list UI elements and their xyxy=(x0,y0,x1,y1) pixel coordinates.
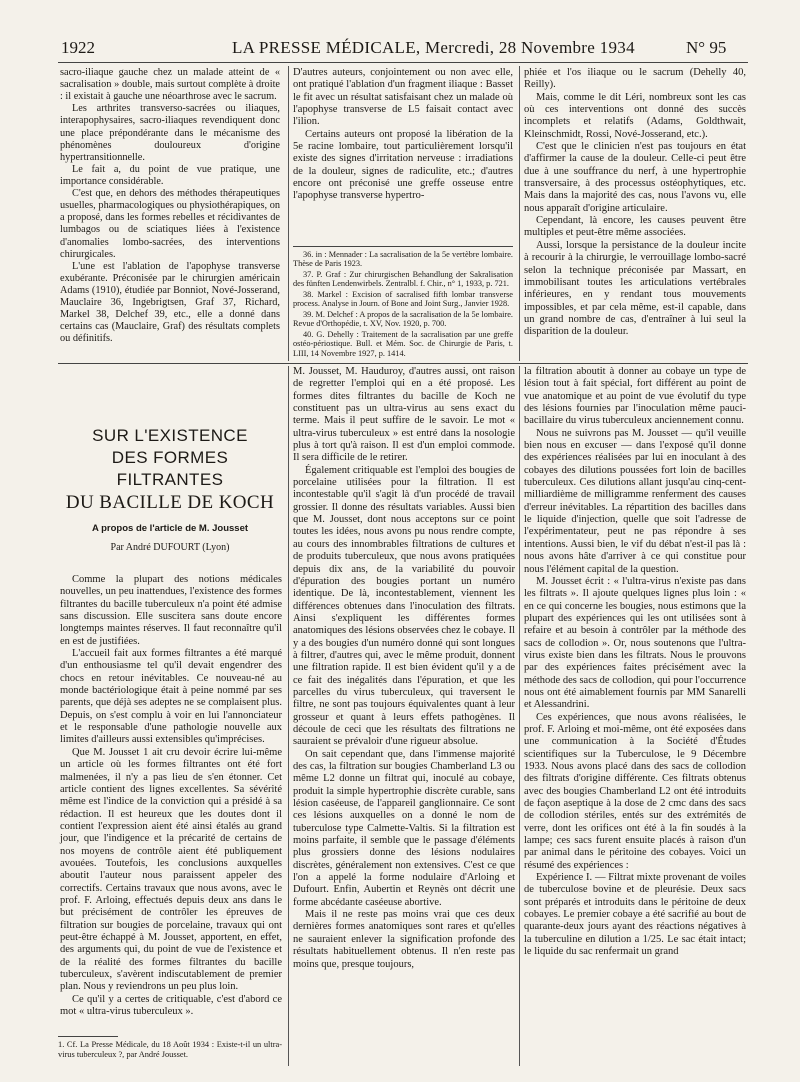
column-divider xyxy=(519,66,520,361)
top-column-2 xyxy=(293,67,513,203)
notes-rule xyxy=(293,246,513,247)
page-number: 1922 xyxy=(61,38,95,57)
note: 39. M. Delchef : A propos de la sacralisation de la 5e lombaire. Revue d'Orthopédie, t. XV, Nov. 1920, p. 700. xyxy=(293,309,513,329)
paragraph: Certains auteurs ont proposé la libération de la 5e racine lombaire, tout particulièrement lorsqu'il existe des signes d'irritation nerveuse : irradiations de la douleur, signes de radiculite, etc.; d'autres encore ont préconisé une greffe osseuse entre l'apophyse transverse hypertro- xyxy=(293,128,513,202)
article-heading xyxy=(58,425,282,553)
paragraph: Nous ne suivrons pas M. Jousset — qu'il veuille bien nous en excuser — dans l'exposé qu'il donne des expériences réalisées par lui en inoculant à des cobayes des dilutions poussées fort loin de bacilles tuberculeux. Ces dilutions allant jusqu'au cinq-cent-milliardième de milligramme renferment des causes d'erreur inévitables. La répartition des bacilles dans le liquide d'injection, quelle que soit l'adresse de l'expérimentateur, peut ne pas répondre à ses intentions. Aussi bien, le vif du débat n'est-il pas là : nous avons hâte d'arriver à ce qui constitue pour nous l'élément capital de la question. xyxy=(524,427,746,575)
journal-title: LA PRESSE MÉDICALE, Mercredi, 28 Novembre 1934 xyxy=(232,38,635,57)
paragraph: Que M. Jousset 1 ait cru devoir écrire lui-même un article où les formes filtrantes ont été fort malmenées, il n'y a pas lieu de s'en étonner. Cet article contient des lignes excellentes. Sa sévérité même est l'indice de la conviction qui a présidé à sa rédaction. Il est heureux que les doutes dont il contient l'expression aient été ainsi étalés au grand jour, que l'indigence et la précarité de certains de nos moyens de contrôle aient été publiquement avouées. Toutefois, les conclusions auxquelles aboutit l'auteur nous paraissent appeler des correctifs. Certains travaux que nous avons, avec le prof. F. Arloing, effectués depuis deux ans dans le but précisément de contrôler les épreuves de filtration sur bougies de porcelaine, travaux qui ont peut-être échappé à M. Jousset, apportent, en effet, des arguments qui, du point de vue de l'existence et de la réalité des formes filtrantes du bacille tuberculeux, s'avèrent indiscutablement de premier plan. Nous y reviendrons un peu plus loin. xyxy=(60,746,282,993)
paragraph: M. Jousset, M. Hauduroy, d'autres aussi, ont raison de regretter l'emploi qui en a été proposé. Les formes dites filtrantes du bacille de Koch ne constituent pas un ultra-virus au sens exact du terme. Mais il peut suffire de le savoir. Le mot « ultra-virus tuberculeux » est entré dans la nosologie plus à tort qu'à raison. Il est d'un emploi commode. Il sera difficile de le retirer. xyxy=(293,366,515,464)
paragraph: L'accueil fait aux formes filtrantes a été marqué d'un enthousiasme tel qu'il devait engendrer des chocs en retour inévitables. Ce nouveau-né au monde bactériologique était à peine nommé par ses parents, que déjà ses adeptes ne se complaisent plus. Depuis, on s'est complu à voir en lui l'annonciateur et le responsable d'une pathologie nouvelle aux limites d'ailleurs aussi extensibles qu'imprécises. xyxy=(60,648,282,746)
paragraph: Expérience I. — Filtrat mixte provenant de voiles de tuberculose bovine et de pleurésie. Deux sacs sont préparés et introduits dans le péritoine de deux cobayes. Le premier cobaye a été sacrifié au bout de quarante-deux jours ayant des réactions négatives à la tuberculine en dilution a 1/25. Le sac était intact; le liquide du sac renfermait un grand xyxy=(524,872,746,958)
top-notes xyxy=(293,250,513,359)
paragraph: Mais, comme le dit Léri, nombreux sont les cas où ces interventions ont donné des succès incomplets et relatifs (Adams, Goldthwait, Kleinschmidt, Rossi, Nové-Josserand, etc.). xyxy=(524,91,746,140)
note: 36. in : Mennader : La sacralisation de la 5e vertèbre lombaire. Thèse de Paris 1923. xyxy=(293,250,513,269)
top-column-1 xyxy=(60,67,280,346)
paragraph: la filtration aboutit à donner au cobaye un type de lésion tout à fait spécial, fort différent au point de vue anatomique et au point de vue évolutif du type des lésions fournies par l'inoculation même pauci-bacillaire du virus tuberculeux anciennement connu. xyxy=(524,366,746,427)
paragraph: Cependant, là encore, les causes peuvent être multiples et peut-être même associées. xyxy=(524,215,746,239)
section-rule xyxy=(58,363,748,364)
paragraph: Ces expériences, que nous avons réalisées, le prof. F. Arloing et moi-même, ont été exposées dans une communication à la Société d'Études scientifiques sur la Tuberculose, le 9 Décembre 1933. Nous avons placé dans des sacs de collodion des filtrats d'origine différente. Ces filtrats obtenus avec des bougies Chamberland L2 ont été introduits de façon aseptique à la dose de 2 cmc dans des sacs de collodion stériles, entés sur des extrémités de verre, dont les orifices ont été à la fin soudés à la lampe; ces sacs furent ensuite placés à raison d'un par animal dans le péritoine des cobayes. Voici un résumé des expériences : xyxy=(524,711,746,871)
article-byline: Par André DUFOURT (Lyon) xyxy=(110,542,230,553)
paragraph: Comme la plupart des notions médicales nouvelles, un peu inattendues, l'existence des formes filtrantes du bacille tuberculeux n'a point été admise sans discussion. Elle suscitera sans doute encore longtemps maintes réserves. Il faut reconnaître qu'il en est de justifiées. xyxy=(60,574,282,647)
paragraph: C'est que le clinicien n'est pas toujours en état d'affirmer la cause de la douleur. Celle-ci peut être due à une souffrance du nerf, à une hypertrophie transversaire, à des processus ostéophytiques, etc. Mais dans la majorité des cas, nous l'avons vu, elle nous apparaît d'origine articulaire. xyxy=(524,141,746,214)
article-title-line-1: SUR L'EXISTENCE xyxy=(92,426,248,445)
note: 37. P. Graf : Zur chirurgischen Behandlung der Sakralisation des fünften Lendenwirbels. Zentralbl. f. Chir., n° 1, 1933, p. 721. xyxy=(293,269,513,289)
paragraph: L'une est l'ablation de l'apophyse transverse exubérante. Préconisée par le chirurgien américain Adams (1910), étudiée par Bonniot, Nové-Josserand, Mauclaire 36, Ingebrigtsen, Graf 37, Richard, Markel 38, Delchef 39, etc., elle a donné dans certains cas (Mauclaire, Graf) des résultats complets ou définitifs. xyxy=(60,260,280,345)
note: 38. Markel : Excision of sacralised fifth lombar transverse process. Analyse in Journ. of Bone and Joint Surg., Janvier 1928. xyxy=(293,289,513,309)
top-column-3 xyxy=(524,67,746,339)
paragraph: phiée et l'os iliaque ou le sacrum (Dehelly 40, Reilly). xyxy=(524,67,746,91)
paragraph: On sait cependant que, dans l'immense majorité des cas, la filtration sur bougies Chamberland L3 ou même L2 donne un filtrat qui, inoculé au cobaye, produit la simple hypertrophie discrète curable, sans lésion caséeuse, de l'appareil ganglionnaire. Ce sont ces lésions auxquelles on a donné le nom de tuberculose type Calmette-Valtis. Si la filtration est moins parfaite, il semble que le passage d'éléments plus grossiers donne des lésions nodulaires discrètes, généralement non extensives. C'est ce que l'on a appelé la forme nodulaire d'Arloing et Dufourt. Enfin, Aubertin et Reynès ont décrit une forme abcédante caséeuse abortive. xyxy=(293,748,515,908)
article-footnote: 1. Cf. La Presse Médicale, du 18 Août 1934 : Existe-t-il un ultra-virus tuberculeux ?, par André Jousset. xyxy=(58,1040,282,1059)
paragraph: Le fait a, du point de vue pratique, une importance considérable. xyxy=(60,163,280,187)
page-header xyxy=(0,38,800,62)
column-divider xyxy=(288,366,289,1066)
article-title-line-2: DES FORMES FILTRANTES xyxy=(111,448,229,489)
article-column-1 xyxy=(60,574,282,1018)
issue-number: N° 95 xyxy=(686,38,727,57)
article-subtitle: A propos de l'article de M. Jousset xyxy=(91,523,249,534)
footnote-rule xyxy=(58,1036,118,1037)
paragraph: Mais il ne reste pas moins vrai que ces deux dernières formes anatomiques sont rares et qu'elles ne sauraient enlever la signification profonde des résultats habituellement obtenus. Il n'en reste pas moins que, presque toujours, xyxy=(293,909,515,970)
paragraph: Ce qu'il y a certes de critiquable, c'est d'abord ce mot « ultra-virus tuberculeux ». xyxy=(60,993,282,1018)
column-divider xyxy=(288,66,289,361)
paragraph: sacro-iliaque gauche chez un malade atteint de « sacralisation » double, mais surtout complète à droite : il existait à gauche une néoarthrose avec le sacrum. xyxy=(60,67,280,103)
paragraph: C'est que, en dehors des méthodes thérapeutiques usuelles, pharmacologiques ou physiothérapiques, on a proposé, dans les formes rebelles et récidivantes de lumbagos ou de sciatiques liées à l'existence d'anomalies lombo-sacrées, des interventions chirurgicales. xyxy=(60,188,280,260)
paragraph: M. Jousset écrit : « l'ultra-virus n'existe pas dans les filtrats ». Il ajoute quelques lignes plus loin : « en ce qui concerne les bougies, nous estimons que la plupart des expériences qui les ont utilisées sont à refaire et au besoin à contrôler par la méthode des sacs de collodion ». Or, nous soutenons que l'ultra-virus existe bien dans les filtrats. Nous le prouvons par des expériences faites précisément avec la méthode des sacs de collodion, qui pour l'occurrence nous ont été aimablement fournis par MM Sanarelli et Alessandrini. xyxy=(524,575,746,711)
paragraph: Les arthrites transverso-sacrées ou iliaques, interapophysaires, sacro-iliaques revendiquent donc une place prépondérante dans le mécanisme des phénomènes douloureux d'origine hypertransitionnelle. xyxy=(60,103,280,163)
article-column-2 xyxy=(293,366,515,971)
note: 40. G. Dehelly : Traitement de la sacralisation par une greffe ostéo-périostique. Bull. et Mém. Soc. de Chirurgie de Paris, t. LIII, 14 Novembre 1927, p. 1414. xyxy=(293,329,513,358)
article-column-3 xyxy=(524,366,746,959)
paragraph: Également critiquable est l'emploi des bougies de porcelaine utilisées pour la filtration. Il est incontestable qu'il s'agit là d'un procédé de travail grossier. Il donne des résultats variables. Aussi bien que M. Jousset, dont nous acceptons sur ce point toutes les idées, nous avons pu nous rendre compte, au cours des innombrables filtrations de cultures et de produits tuberculeux, que nous avons pratiquées depuis dix ans, de la variabilité du pouvoir d'épuration des bougies portant un numéro identique. De là, incontestablement, viennent les différences obtenues dans l'inoculation des filtrats. Ainsi s'expliquent les différentes formes anatomiques des lésions observées chez le cobaye. Il y a des bougies d'un numéro donné qui sont longues à filtrer, d'autres qui, avec le même produit, donnent une filtration rapide. Il est bien évident qu'il y a de ce fait des inégalités dans l'épuration, et que les parcelles du virus tuberculeux, qui traversent le filtre, ne sont pas toujours équivalentes quant à leur grosseur et quant à leurs effets pathogènes. Il découle de ceci que les résultats des filtrations ne sauraient se prévaloir d'une rigueur absolue. xyxy=(293,464,515,748)
header-rule xyxy=(58,62,748,63)
column-divider xyxy=(519,366,520,1066)
paragraph: D'autres auteurs, conjointement ou non avec elle, ont pratiqué l'ablation d'un fragment iliaque : Basset le fit avec un résultat satisfaisant chez un malade où l'apophyse transverse de L5 faisait contact avec l'ilion. xyxy=(293,67,513,128)
article-title-line-3: DU BACILLE DE KOCH xyxy=(65,492,275,513)
paragraph: Aussi, lorsque la persistance de la douleur incite à recourir à la chirurgie, le verrouillage lombo-sacré selon la technique préconisée par Massart, en immobilisant toutes les articulations vertébrales inférieures, en y rendant tous mouvements impossibles, et par cela même, est-il capable, dans un grand nombre de cas, d'entraîner à lui seul la disparition de la douleur. xyxy=(524,239,746,338)
